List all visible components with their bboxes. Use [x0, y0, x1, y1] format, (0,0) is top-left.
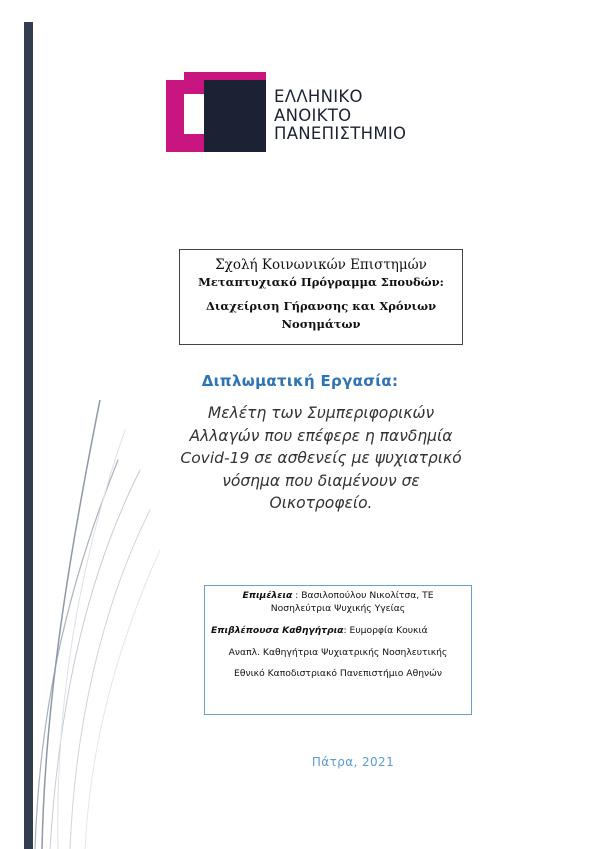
- date-location: Πάτρα, 2021: [311, 755, 395, 769]
- program-label: Μεταπτυχιακό Πρόγραμμα Σπουδών:: [198, 275, 444, 289]
- program-title: Διαχείριση Γήρανσης και Χρόνιων Νοσημάτων: [205, 299, 437, 331]
- thesis-title: Μελέτη των Συμπεριφορικών Αλλαγών που επέφερε η πανδημία Covid-19 σε ασθενείς με ψυχιατρικό νόσημα που διαμένουν σε Οικοτροφείο.: [180, 404, 462, 512]
- author-info-box: [204, 585, 472, 715]
- logo-wordmark: [274, 88, 406, 144]
- supervisor-title: Αναπλ. Καθηγήτρια Ψυχιατρικής Νοσηλευτικής: [228, 647, 448, 658]
- editor-line: [211, 589, 465, 615]
- editor-label: Επιμέλεια: [242, 590, 293, 601]
- decorative-curves: [0, 400, 160, 849]
- logo-line-3: ΠΑΝΕΠΙΣΤΗΜΙΟ: [274, 124, 407, 143]
- thesis-label: Διπλωματική Εργασία:: [201, 372, 399, 390]
- supervisor-line: [211, 624, 465, 637]
- school-info-box: [179, 249, 463, 345]
- logo-line-1: ΕΛΛΗΝΙΚΟ: [274, 87, 363, 106]
- logo-line-2: ΑΝΟΙΚΤΟ: [274, 105, 352, 125]
- editor-value: : Βασιλοπούλου Νικολίτσα, ΤΕ Νοσηλεύτρια Ψυχικής Υγείας: [270, 590, 434, 614]
- university-name: Εθνικό Καποδιστριακό Πανεπιστήμιο Αθηνών: [234, 668, 442, 679]
- supervisor-value: : Ευμορφία Κουκιά: [343, 625, 428, 636]
- supervisor-label: Επιβλέπουσα Καθηγήτρια: [211, 625, 344, 636]
- school-name: Σχολή Κοινωνικών Επιστημών: [215, 257, 427, 273]
